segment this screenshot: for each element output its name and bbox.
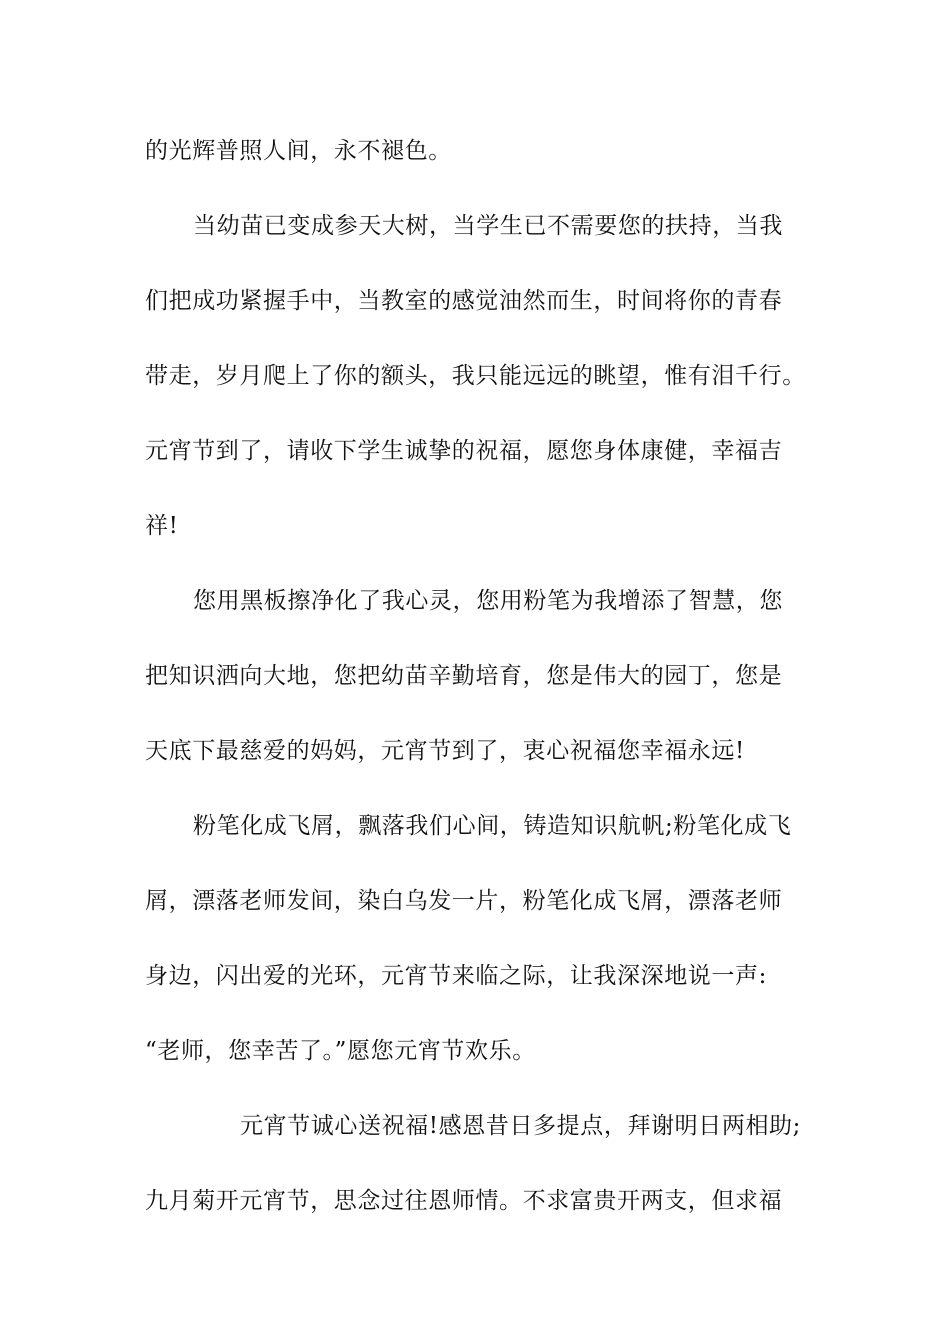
text-line: 祥! [145,513,179,539]
text-line: 的光辉普照人间，永不褪色。 [145,138,452,164]
text-line: 天底下最慈爱的妈妈，元宵节到了，衷心祝福您幸福永远! [145,738,745,764]
text-line: 带走，岁月爬上了你的额头，我只能远远的眺望，惟有泪千行。 [145,363,806,389]
text-line: 元宵节诚心送祝福!感恩昔日多提点，拜谢明日两相助; [240,1113,801,1139]
text-line: 把知识洒向大地，您把幼苗辛勤培育，您是伟大的园丁，您是 [145,663,783,689]
text-line: 您用黑板擦净化了我心灵，您用粉笔为我增添了智慧，您 [193,588,783,614]
text-line: 粉笔化成飞屑，飘落我们心间，铸造知识航帆;粉笔化成飞 [193,813,792,839]
text-line: 身边，闪出爱的光环，元宵节来临之际，让我深深地说一声: [145,963,767,989]
text-line: 们把成功紧握手中，当教室的感觉油然而生，时间将你的青春 [145,288,783,314]
text-line: 屑，漂落老师发间，染白乌发一片，粉笔化成飞屑，漂落老师 [145,888,783,914]
text-line: 当幼苗已变成参天大树，当学生已不需要您的扶持，当我 [193,213,783,239]
text-line: 九月菊开元宵节，思念过往恩师情。不求富贵开两支，但求福 [145,1188,783,1214]
text-line: “老师，您幸苦了。”愿您元宵节欢乐。 [145,1038,536,1064]
text-line: 元宵节到了，请收下学生诚挚的祝福，愿您身体康健，幸福吉 [145,438,783,464]
